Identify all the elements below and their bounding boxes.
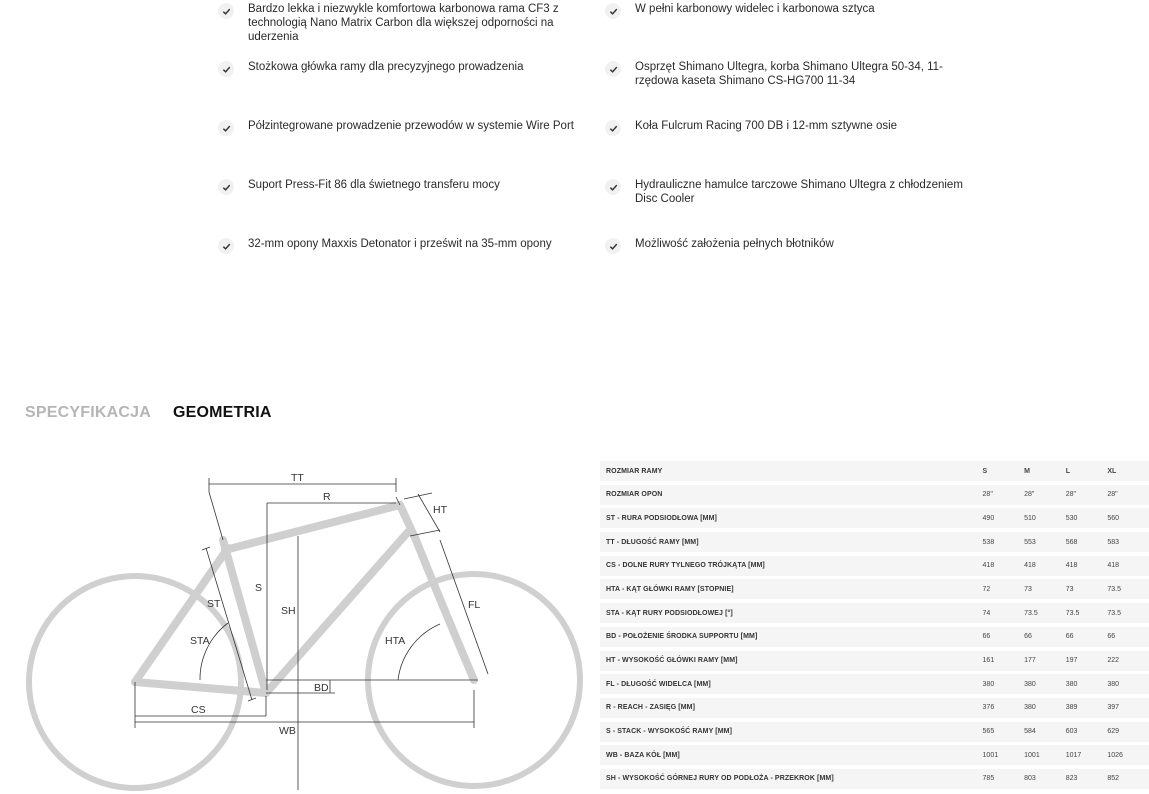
label-fl: FL — [468, 599, 481, 611]
cell-value: 1001 — [982, 751, 999, 759]
cell-value: 28" — [1065, 491, 1077, 499]
geometry-table — [600, 461, 1149, 793]
label-ht: HT — [433, 504, 447, 516]
cell-value: 380 — [1107, 680, 1120, 688]
feature-text: Bardzo lekka i niezwykle komfortowa karbonowa rama CF3 z technologią Nano Matrix Carbon dla większej odporności na uderzenia — [248, 3, 559, 43]
check-icon — [218, 61, 234, 77]
table-row — [600, 627, 1149, 647]
check-icon — [218, 179, 234, 195]
label-hta: HTA — [385, 635, 406, 647]
cell-value: 823 — [1065, 775, 1078, 783]
label-tt: TT — [291, 472, 304, 484]
feature-item — [605, 2, 985, 19]
cell-value: 603 — [1065, 728, 1078, 736]
cell-value: 629 — [1107, 728, 1120, 736]
cell-value: 565 — [982, 728, 995, 736]
check-icon — [218, 120, 234, 136]
label-cs: CS — [191, 704, 206, 716]
label-r: R — [323, 491, 331, 503]
cell-value: 72 — [982, 585, 991, 593]
row-label: ST - RURA PODSIODŁOWA [MM] — [606, 514, 717, 522]
cell-value: 389 — [1065, 704, 1078, 712]
cell-value: 418 — [982, 562, 995, 570]
cell-value: 380 — [982, 680, 995, 688]
cell-value: 74 — [982, 609, 991, 617]
label-s: S — [255, 582, 263, 594]
cell-value: 490 — [982, 514, 995, 522]
cell-value: 530 — [1065, 514, 1078, 522]
header-label: ROZMIAR RAMY — [606, 467, 663, 475]
cell-value: 538 — [982, 538, 995, 546]
cell-value: 510 — [1024, 514, 1036, 522]
feature-item — [218, 2, 598, 44]
cell-value: 380 — [1024, 704, 1036, 712]
table-row — [600, 698, 1149, 718]
label-wb: WB — [279, 725, 296, 737]
bike-geometry-diagram — [0, 460, 600, 794]
feature-item — [605, 178, 985, 206]
check-icon — [218, 238, 234, 254]
feature-text: Suport Press-Fit 86 dla świetnego transferu mocy — [248, 179, 500, 191]
cell-value: 66 — [1065, 633, 1074, 641]
cell-value: 380 — [1024, 680, 1036, 688]
feature-item — [605, 119, 985, 136]
table-row — [600, 722, 1149, 742]
table-row — [600, 579, 1149, 599]
spec-tabs — [25, 404, 272, 422]
check-icon — [605, 179, 621, 195]
cell-value: 1017 — [1065, 751, 1082, 759]
cell-value: 73.5 — [1107, 585, 1121, 593]
feature-text: Stożkowa główka ramy dla precyzyjnego prowadzenia — [248, 61, 524, 73]
cell-value: 418 — [1024, 562, 1036, 570]
row-label: R - REACH - ZASIĘG [MM] — [606, 704, 696, 712]
table-row — [600, 532, 1149, 552]
row-label: SH - WYSOKOŚĆ GÓRNEJ RURY OD PODŁOŻA - PRZEKROK [MM] — [606, 775, 834, 783]
cell-value: 568 — [1065, 538, 1078, 546]
cell-value: 66 — [1024, 633, 1032, 641]
feature-text: Koła Fulcrum Racing 700 DB i 12-mm sztywne osie — [635, 120, 898, 132]
cell-value: 66 — [982, 633, 991, 641]
check-icon — [605, 3, 621, 19]
feature-item — [218, 119, 598, 136]
cell-value: 560 — [1107, 514, 1120, 522]
cell-value: 584 — [1024, 728, 1036, 736]
table-row — [600, 745, 1149, 765]
row-label: CS - DOLNE RURY TYLNEGO TRÓJKĄTA [MM] — [606, 562, 765, 570]
cell-value: 397 — [1107, 704, 1120, 712]
tab-geometry[interactable]: GEOMETRIA — [172, 404, 272, 421]
check-icon — [605, 120, 621, 136]
cell-value: 418 — [1065, 562, 1078, 570]
row-label: S - STACK - WYSOKOŚĆ RAMY [MM] — [606, 728, 733, 736]
table-row — [600, 651, 1149, 671]
feature-text: 32-mm opony Maxxis Detonator i prześwit na 35-mm opony — [248, 238, 552, 250]
cell-value: 852 — [1107, 775, 1120, 783]
check-icon — [605, 61, 621, 77]
label-st: ST — [207, 598, 221, 610]
cell-value: 73.5 — [1107, 609, 1121, 617]
cell-value: 73.5 — [1065, 609, 1080, 617]
row-label: HT - WYSOKOŚĆ GŁÓWKI RAMY [MM] — [606, 657, 738, 664]
table-header — [600, 461, 1149, 481]
cell-value: 1001 — [1024, 751, 1040, 759]
cell-value: 73 — [1024, 585, 1032, 593]
cell-value: 73.5 — [1024, 609, 1038, 617]
table-row — [600, 485, 1149, 505]
table-row — [600, 603, 1149, 623]
size-s: S — [982, 467, 988, 475]
cell-value: 177 — [1024, 657, 1036, 664]
row-label: HTA - KĄT GŁÓWKI RAMY [STOPNIE] — [606, 585, 734, 593]
table-row — [600, 556, 1149, 576]
feature-text: W pełni karbonowy widelec i karbonowa sztyca — [635, 3, 875, 15]
label-sta: STA — [190, 635, 210, 647]
size-m: M — [1024, 467, 1030, 475]
row-label: TT - DŁUGOŚĆ RAMY [MM] — [606, 538, 699, 546]
label-bd: BD — [314, 682, 329, 694]
tab-specification[interactable]: SPECYFIKACJA — [25, 404, 151, 421]
feature-item — [218, 60, 598, 77]
cell-value: 380 — [1065, 680, 1078, 688]
row-label: STA - KĄT RURY PODSIODŁOWEJ [°] — [606, 609, 733, 617]
row-label: FL - DŁUGOŚĆ WIDELCA [MM] — [606, 680, 711, 688]
cell-value: 785 — [982, 775, 995, 783]
table-row — [600, 769, 1149, 789]
cell-value: 376 — [982, 704, 995, 712]
size-xl: XL — [1107, 467, 1117, 475]
feature-item — [605, 60, 985, 88]
cell-value: 66 — [1107, 633, 1116, 641]
cell-value: 803 — [1024, 775, 1036, 783]
label-sh: SH — [281, 605, 296, 617]
feature-text: Osprzęt Shimano Ultegra, korba Shimano Ultegra 50-34, 11-rzędowa kaseta Shimano CS-HG700 11-34 — [635, 61, 943, 87]
feature-text: Półzintegrowane prowadzenie przewodów w systemie Wire Port — [248, 120, 574, 132]
row-label: ROZMIAR OPON — [606, 491, 663, 499]
feature-item — [218, 237, 598, 254]
cell-value: 161 — [982, 657, 995, 664]
cell-value: 28" — [982, 491, 993, 499]
check-icon — [605, 238, 621, 254]
cell-value: 73 — [1065, 585, 1074, 593]
feature-item — [605, 237, 985, 254]
cell-value: 197 — [1065, 657, 1078, 664]
feature-text: Hydrauliczne hamulce tarczowe Shimano Ultegra z chłodzeniem Disc Cooler — [635, 179, 963, 205]
feature-text: Możliwość założenia pełnych błotników — [635, 238, 834, 250]
check-icon — [218, 3, 234, 19]
table-row — [600, 674, 1149, 694]
cell-value: 418 — [1107, 562, 1120, 570]
cell-value: 553 — [1024, 538, 1036, 546]
size-l: L — [1065, 467, 1071, 475]
cell-value: 28" — [1107, 491, 1118, 499]
cell-value: 28" — [1024, 491, 1035, 499]
cell-value: 222 — [1107, 657, 1120, 664]
row-label: WB - BAZA KÓŁ [MM] — [606, 751, 680, 759]
cell-value: 1026 — [1107, 751, 1123, 759]
table-row — [600, 508, 1149, 528]
feature-item — [218, 178, 598, 195]
cell-value: 583 — [1107, 538, 1120, 546]
row-label: BD - POŁOŻENIE ŚRODKA SUPPORTU [MM] — [606, 633, 758, 641]
